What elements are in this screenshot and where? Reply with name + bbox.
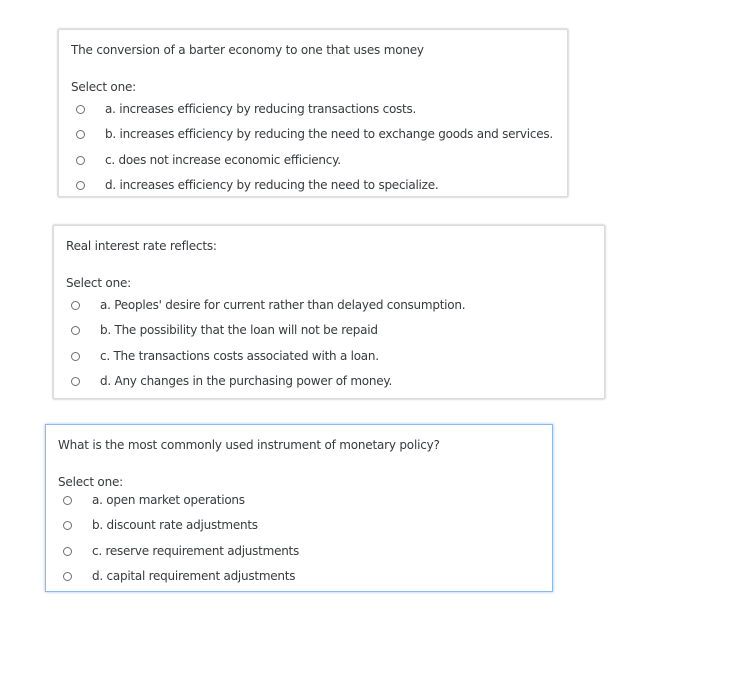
answer-option-label[interactable]: d. increases efficiency by reducing the need to specialize. (105, 178, 439, 192)
question-card-3 (45, 424, 553, 592)
answer-option-b[interactable] (76, 125, 553, 143)
radio-button[interactable] (63, 496, 72, 505)
answer-option-a[interactable] (71, 296, 465, 314)
answer-option-d[interactable] (71, 372, 392, 390)
answer-option-c[interactable] (76, 151, 341, 169)
radio-button[interactable] (63, 547, 72, 556)
answer-option-a[interactable] (63, 491, 245, 509)
radio-button[interactable] (71, 377, 80, 386)
radio-button[interactable] (76, 105, 85, 114)
answer-option-b[interactable] (71, 321, 378, 339)
question-text: The conversion of a barter economy to one that uses money (71, 43, 424, 57)
answer-option-d[interactable] (63, 567, 295, 585)
select-one-label: Select one: (66, 276, 132, 290)
select-one-label: Select one: (71, 80, 137, 94)
answer-option-d[interactable] (76, 176, 438, 194)
answer-option-label[interactable]: a. open market operations (92, 493, 245, 507)
answer-option-label[interactable]: d. Any changes in the purchasing power of money. (100, 374, 393, 388)
radio-button[interactable] (63, 521, 72, 530)
answer-option-b[interactable] (63, 516, 258, 534)
answer-option-label[interactable]: b. The possibility that the loan will not be repaid (100, 323, 378, 337)
radio-button[interactable] (71, 326, 80, 335)
radio-button[interactable] (71, 352, 80, 361)
question-text: What is the most commonly used instrument of monetary policy? (58, 438, 440, 452)
answer-option-label[interactable]: b. increases efficiency by reducing the need to exchange goods and services. (105, 127, 553, 141)
answer-option-label[interactable]: c. The transactions costs associated with a loan. (100, 349, 379, 363)
radio-button[interactable] (63, 572, 72, 581)
radio-button[interactable] (76, 181, 85, 190)
radio-button[interactable] (76, 130, 85, 139)
select-one-label: Select one: (58, 475, 124, 489)
question-card-2 (53, 225, 605, 399)
answer-option-label[interactable]: d. capital requirement adjustments (92, 569, 296, 583)
answer-option-label[interactable]: a. Peoples' desire for current rather than delayed consumption. (100, 298, 466, 312)
answer-option-c[interactable] (63, 542, 299, 560)
radio-button[interactable] (71, 301, 80, 310)
answer-option-label[interactable]: c. reserve requirement adjustments (92, 544, 300, 558)
question-text: Real interest rate reflects: (66, 239, 217, 253)
answer-option-label[interactable]: c. does not increase economic efficiency. (105, 153, 341, 167)
answer-option-c[interactable] (71, 347, 379, 365)
question-card-1 (58, 29, 568, 197)
answer-option-a[interactable] (76, 100, 416, 118)
answer-option-label[interactable]: b. discount rate adjustments (92, 518, 258, 532)
answer-option-label[interactable]: a. increases efficiency by reducing transactions costs. (105, 102, 417, 116)
radio-button[interactable] (76, 156, 85, 165)
